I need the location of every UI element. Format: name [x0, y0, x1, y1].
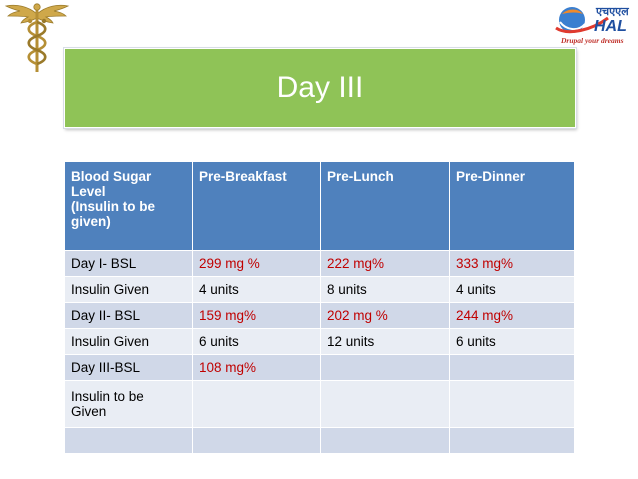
- header-line: Blood Sugar: [71, 169, 152, 184]
- header-cell-pre-dinner: Pre-Dinner: [450, 162, 575, 251]
- header-cell-pre-breakfast: Pre-Breakfast: [193, 162, 321, 251]
- table-cell: 244 mg%: [450, 303, 575, 329]
- table-cell: 202 mg %: [321, 303, 450, 329]
- slide-title-banner: [64, 48, 576, 128]
- header-cell-pre-lunch: Pre-Lunch: [321, 162, 450, 251]
- hal-tagline: Drupal your dreams: [561, 36, 624, 45]
- table-cell: [450, 428, 575, 454]
- table-row: [65, 277, 575, 303]
- table-cell: [321, 428, 450, 454]
- table-cell: [193, 381, 321, 428]
- table-cell: [65, 381, 193, 428]
- svg-text:एचएएल: एचएएल: [596, 5, 629, 18]
- table-cell: 6 units: [193, 329, 321, 355]
- slide-title: Day III: [276, 71, 364, 104]
- table-row: [65, 428, 575, 454]
- table-row: [65, 355, 575, 381]
- svg-text:HAL: HAL: [594, 18, 627, 35]
- cell-line: Given: [71, 404, 107, 419]
- table-cell: [321, 381, 450, 428]
- table-cell: 6 units: [450, 329, 575, 355]
- table-cell: 299 mg %: [193, 251, 321, 277]
- table-header-row: [65, 162, 575, 251]
- table-cell: [321, 355, 450, 381]
- table-cell: Day II- BSL: [65, 303, 193, 329]
- table-cell: 159 mg%: [193, 303, 321, 329]
- header-line: (Insulin to be: [71, 199, 155, 214]
- table-cell: Insulin Given: [65, 329, 193, 355]
- table-cell: 222 mg%: [321, 251, 450, 277]
- table-cell: [450, 381, 575, 428]
- table-cell: 12 units: [321, 329, 450, 355]
- table-cell: 4 units: [450, 277, 575, 303]
- blood-sugar-table: [64, 161, 575, 454]
- table-cell: 333 mg%: [450, 251, 575, 277]
- table-cell: 4 units: [193, 277, 321, 303]
- table-cell: [193, 428, 321, 454]
- table-cell: 8 units: [321, 277, 450, 303]
- table-row: [65, 303, 575, 329]
- header-line: given): [71, 214, 111, 229]
- header-cell-blood-sugar-level: [65, 162, 193, 251]
- table-cell: 108 mg%: [193, 355, 321, 381]
- table-row: [65, 329, 575, 355]
- header-line: Level: [71, 184, 106, 199]
- table-cell: Day III-BSL: [65, 355, 193, 381]
- caduceus-logo: [2, 0, 72, 76]
- cell-line: Insulin to be: [71, 389, 144, 404]
- table-cell: Insulin Given: [65, 277, 193, 303]
- table-cell: [65, 428, 193, 454]
- table-cell: Day I- BSL: [65, 251, 193, 277]
- table-cell: [450, 355, 575, 381]
- table-row: [65, 251, 575, 277]
- table-row: [65, 381, 575, 428]
